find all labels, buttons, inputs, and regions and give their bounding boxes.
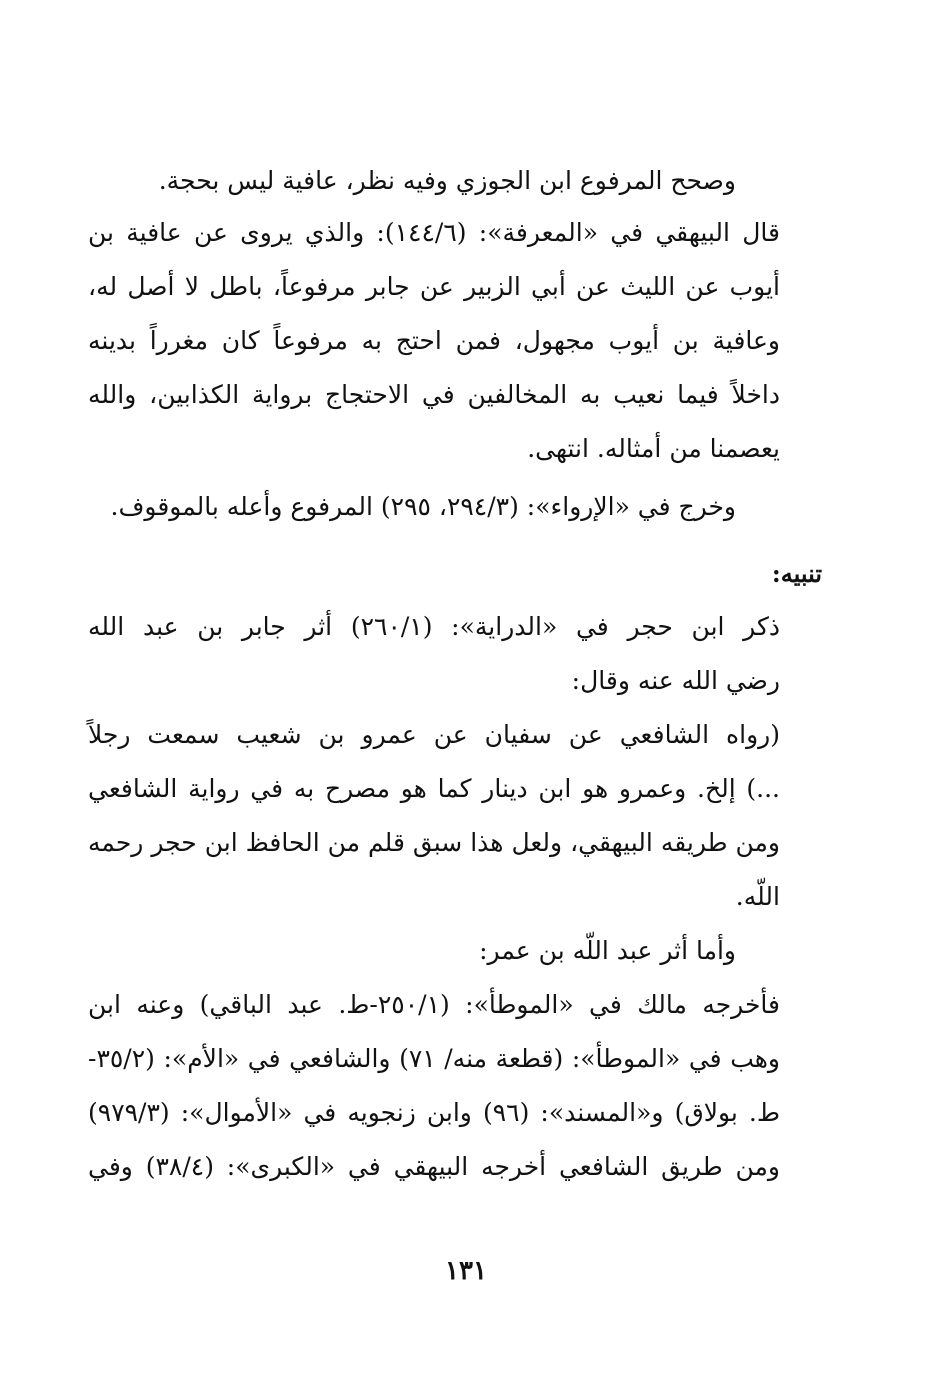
text-line: ط. بولاق) و«المسند»: (٩٦) وابن زنجويه في «الأموال»: (٩٧٩/٣) bbox=[88, 1098, 781, 1127]
text-line: وهب في «الموطأ»: (قطعة منه/ ٧١) والشافعي في «الأم»: (٣٥/٢- bbox=[88, 1044, 780, 1073]
section-heading: تنبيه: bbox=[771, 559, 822, 588]
page-number: ١٣١ bbox=[445, 1256, 487, 1286]
text-line: رضي الله عنه وقال: bbox=[571, 666, 780, 695]
text-line: ذكر ابن حجر في «الدراية»: (٢٦٠/١) أثر جابر بن عبد الله bbox=[88, 612, 780, 641]
text-line: وأما أثر عبد اللّه بن عمر: bbox=[479, 936, 736, 965]
text-line: ...) إلخ. وعمرو هو ابن دينار كما هو مصرح به في رواية الشافعي bbox=[88, 774, 780, 803]
text-line: (رواه الشافعي عن سفيان عن عمرو بن شعيب سمعت رجلاً bbox=[88, 720, 780, 749]
text-line: وصحح المرفوع ابن الجوزي وفيه نظر، عافية ليس بحجة. bbox=[158, 166, 736, 195]
text-line: وخرج في «الإرواء»: (٢٩٤/٣، ٢٩٥) المرفوع وأعله بالموقوف. bbox=[110, 492, 736, 521]
text-line: اللّه. bbox=[735, 882, 780, 911]
text-line: يعصمنا من أمثاله. انتهى. bbox=[527, 434, 780, 463]
text-line: قال البيهقي في «المعرفة»: (١٤٤/٦): والذي يروى عن عافية بن bbox=[88, 218, 780, 247]
text-line: داخلاً فيما نعيب به المخالفين في الاحتجاج برواية الكذابين، والله bbox=[88, 380, 780, 409]
text-line: فأخرجه مالك في «الموطأ»: (٢٥٠/١-ط. عبد الباقي) وعنه ابن bbox=[88, 990, 780, 1019]
text-line: أيوب عن الليث عن أبي الزبير عن جابر مرفوعاً، باطل لا أصل له، bbox=[88, 272, 780, 301]
text-line: وعافية بن أيوب مجهول، فمن احتج به مرفوعاً كان مغرراً بدينه bbox=[88, 326, 780, 355]
text-line: ومن طريقه البيهقي، ولعل هذا سبق قلم من الحافظ ابن حجر رحمه bbox=[88, 828, 780, 857]
text-line: ومن طريق الشافعي أخرجه البيهقي في «الكبرى»: (٣٨/٤) وفي bbox=[88, 1152, 780, 1181]
